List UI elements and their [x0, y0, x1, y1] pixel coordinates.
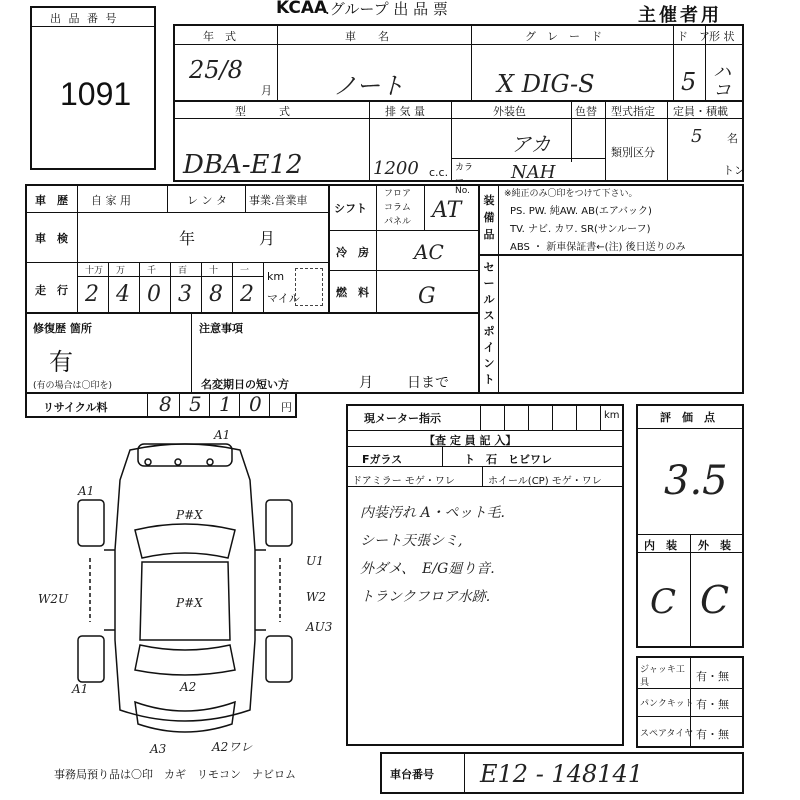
mark-left-rear: A1 — [72, 682, 89, 696]
km-label: km — [267, 270, 285, 283]
mileage-digit: 2 — [240, 282, 254, 307]
right-rear-wheel — [266, 636, 292, 682]
shift-option-column: コラム — [384, 203, 411, 213]
rental-use: レ ン タ — [187, 194, 227, 207]
ac-label: 冷 房 — [336, 246, 369, 259]
tool-spare-value: 有・無 — [696, 728, 729, 741]
equipment-line2: TV. ナビ. カワ. SR(サンルーフ) — [510, 224, 651, 235]
equipment-line3: ABS ・ 新車保証書←(注) 後日送りのみ — [510, 242, 686, 253]
capacity-value: 5 — [691, 126, 703, 147]
meter-unit: km — [604, 410, 620, 421]
name-change-month: 月 — [359, 375, 373, 391]
lot-label: 出 品 番 号 — [50, 12, 119, 25]
door-label: ド ア — [677, 30, 710, 43]
mileage-digit: 3 — [178, 282, 192, 307]
mark-hood: P#X — [176, 508, 203, 522]
color-change-label: 色替 — [575, 105, 597, 118]
year-value: 25/8 — [189, 56, 243, 84]
shift-option-floor: フロア — [384, 189, 412, 199]
glass-options: ト 石 ヒビワレ — [464, 453, 552, 466]
mileage-unit-label: 百 — [178, 266, 188, 276]
inspection-year: 年 — [179, 229, 196, 248]
header-title: .グループ 出 品 票 — [325, 0, 448, 18]
meter-label: 現メーター指示 — [364, 412, 441, 425]
sales-point-section — [478, 254, 744, 394]
recycle-unit: 円 — [281, 401, 292, 414]
interior-value: C — [650, 582, 677, 622]
inspector-note-2: シート天張シミ, — [360, 533, 463, 549]
color-label: 外装色 — [493, 105, 526, 118]
mark-rear: A2 — [180, 680, 197, 694]
left-front-wheel — [78, 500, 104, 546]
equipment-line1: PS. PW. 純AW. AB(エアバック) — [510, 206, 652, 217]
mark-rear-bottom-right: A2ワレ — [212, 740, 253, 754]
load-unit: トン — [723, 164, 745, 177]
mileage-unit-label: 一 — [240, 266, 250, 276]
mark-roof: P#X — [176, 596, 203, 610]
door-value: 5 — [681, 68, 697, 96]
mileage-digit: 2 — [85, 282, 99, 307]
capacity-label: 定員・積載 — [673, 105, 728, 118]
car-damage-diagram — [60, 440, 310, 750]
history-label: 車 歴 — [35, 194, 68, 207]
score-label: 評 価 点 — [660, 411, 715, 424]
inspector-note-1: 内装汚れ A・ペット毛. — [360, 505, 506, 521]
category-label: 類別区分 — [611, 146, 655, 159]
recycle-digit: 8 — [159, 392, 172, 416]
specs-section — [328, 184, 480, 314]
equipment-label: 装 備 品 — [483, 194, 495, 241]
mark-top: A1 — [214, 428, 231, 442]
inspector-section — [346, 404, 624, 746]
displacement-value: 1200 — [373, 158, 419, 179]
inspector-note-4: トランクフロア水跡. — [360, 589, 491, 605]
fuel-value: G — [418, 284, 436, 309]
lot-box — [30, 6, 156, 170]
exterior-value: C — [700, 578, 730, 622]
mileage-digit: 8 — [209, 282, 223, 307]
mileage-unit-label: 十万 — [85, 266, 104, 276]
mileage-unit-label: 万 — [116, 266, 126, 276]
color-no-value: NAH — [511, 162, 556, 183]
interior-label: 内 装 — [644, 539, 677, 552]
mark-right-1: U1 — [306, 554, 324, 568]
model-value: DBA-E12 — [183, 150, 303, 180]
header-logo: KCAA — [276, 0, 328, 18]
shift-value: AT — [432, 198, 462, 223]
chassis-label: 車台番号 — [390, 768, 434, 781]
year-label: 年 式 — [203, 30, 236, 43]
front-bumper — [138, 444, 232, 466]
grade-label: グ レ ー ド — [525, 30, 602, 43]
grade-value: X DIG-S — [497, 70, 595, 98]
shape-label: 形 状 — [709, 30, 735, 43]
tool-puncture-value: 有・無 — [696, 698, 729, 711]
repair-value: 有 — [49, 348, 73, 376]
model-label: 型 式 — [235, 105, 290, 118]
type-spec-label: 型式指定 — [611, 105, 655, 118]
right-front-wheel — [266, 500, 292, 546]
month-suffix: 月 — [261, 84, 272, 97]
inspector-header: 【査 定 員 記 入】 — [424, 434, 517, 447]
windshield — [135, 524, 235, 558]
tool-jack-value: 有・無 — [696, 670, 729, 683]
ac-value: AC — [414, 240, 444, 264]
mileage-label: 走 行 — [35, 284, 68, 297]
recycle-label: リサイクル料 — [43, 401, 108, 414]
business-use: 事業.営業車 — [249, 194, 308, 207]
chassis-section — [380, 752, 744, 794]
capacity-unit: 名 — [727, 132, 738, 145]
mileage-unit-label: 十 — [209, 266, 219, 276]
mile-label: マイル — [267, 292, 300, 305]
shift-label: シフト — [334, 202, 367, 215]
recycle-digit: 5 — [189, 392, 202, 416]
repair-label: 修復歴 箇所 — [33, 322, 92, 335]
car-name-label: 車 名 — [345, 30, 389, 43]
sales-point-label: セ ー ル ス ポ イ ン ト — [483, 261, 495, 386]
left-rear-wheel — [78, 636, 104, 682]
score-section — [636, 404, 744, 648]
chassis-value: E12 - 148141 — [480, 760, 644, 788]
mark-rear-bottom-left: A3 — [150, 742, 167, 756]
equipment-section — [478, 184, 744, 256]
organizer-label: 主催者用 — [638, 5, 722, 26]
equipment-note: ※純正のみ〇印をつけて下さい。 — [504, 189, 638, 199]
displacement-unit: c.c. — [429, 166, 449, 179]
tools-section — [636, 656, 744, 748]
mileage-digit: 4 — [116, 282, 130, 307]
color-value: アカ — [511, 132, 551, 156]
inspection-month: 月 — [259, 229, 276, 248]
repair-note: (有の場合は〇印を) — [33, 381, 113, 391]
rear-bumper — [135, 702, 235, 732]
rear-window — [135, 645, 235, 675]
repair-section — [25, 312, 480, 394]
vehicle-row1 — [173, 24, 744, 102]
mileage-digit: 0 — [147, 282, 161, 307]
mark-left-front: A1 — [78, 484, 95, 498]
color-no-label: カラー No. — [455, 163, 474, 196]
tool-puncture-label: パンクキット — [640, 699, 694, 709]
displacement-label: 排 気 量 — [385, 105, 425, 118]
caution-label: 注意事項 — [199, 322, 243, 335]
inspection-label: 車 検 — [35, 232, 68, 245]
shift-option-panel: パネル — [384, 217, 412, 227]
score-value: 3.5 — [664, 458, 728, 504]
wheel-label: ホイール(CP) モゲ・ワレ — [488, 476, 602, 487]
recycle-digit: 0 — [249, 392, 262, 416]
mark-left-side: W2U — [38, 592, 69, 606]
recycle-section — [25, 392, 297, 418]
tool-jack-label: ジャッキ工具 — [640, 665, 685, 688]
history-section — [25, 184, 330, 314]
fuel-label: 燃 料 — [336, 286, 369, 299]
mirror-label: ドアミラー モゲ・ワレ — [352, 476, 455, 487]
inspector-note-3: 外ダメ、 E/G廻り音. — [360, 561, 495, 577]
mileage-unit-label: 千 — [147, 266, 157, 276]
recycle-digit: 1 — [219, 392, 232, 416]
name-change-day: 日まで — [407, 375, 449, 391]
private-use: 自 家 用 — [91, 194, 131, 207]
mark-right-3: AU3 — [306, 620, 333, 634]
lot-number: 1091 — [60, 76, 132, 112]
mark-right-2: W2 — [306, 590, 326, 604]
name-change-label: 名変期日の短い方 — [201, 378, 289, 391]
shape-value: ハコ — [713, 62, 731, 101]
glass-label: Fガラス — [362, 453, 403, 466]
exterior-label: 外 装 — [698, 539, 731, 552]
car-name-value: ノート — [333, 72, 405, 100]
footer-note: 事務局預り品は〇印 カギ リモコン ナビロム — [54, 768, 296, 781]
tool-spare-label: スペアタイヤ — [640, 729, 694, 739]
